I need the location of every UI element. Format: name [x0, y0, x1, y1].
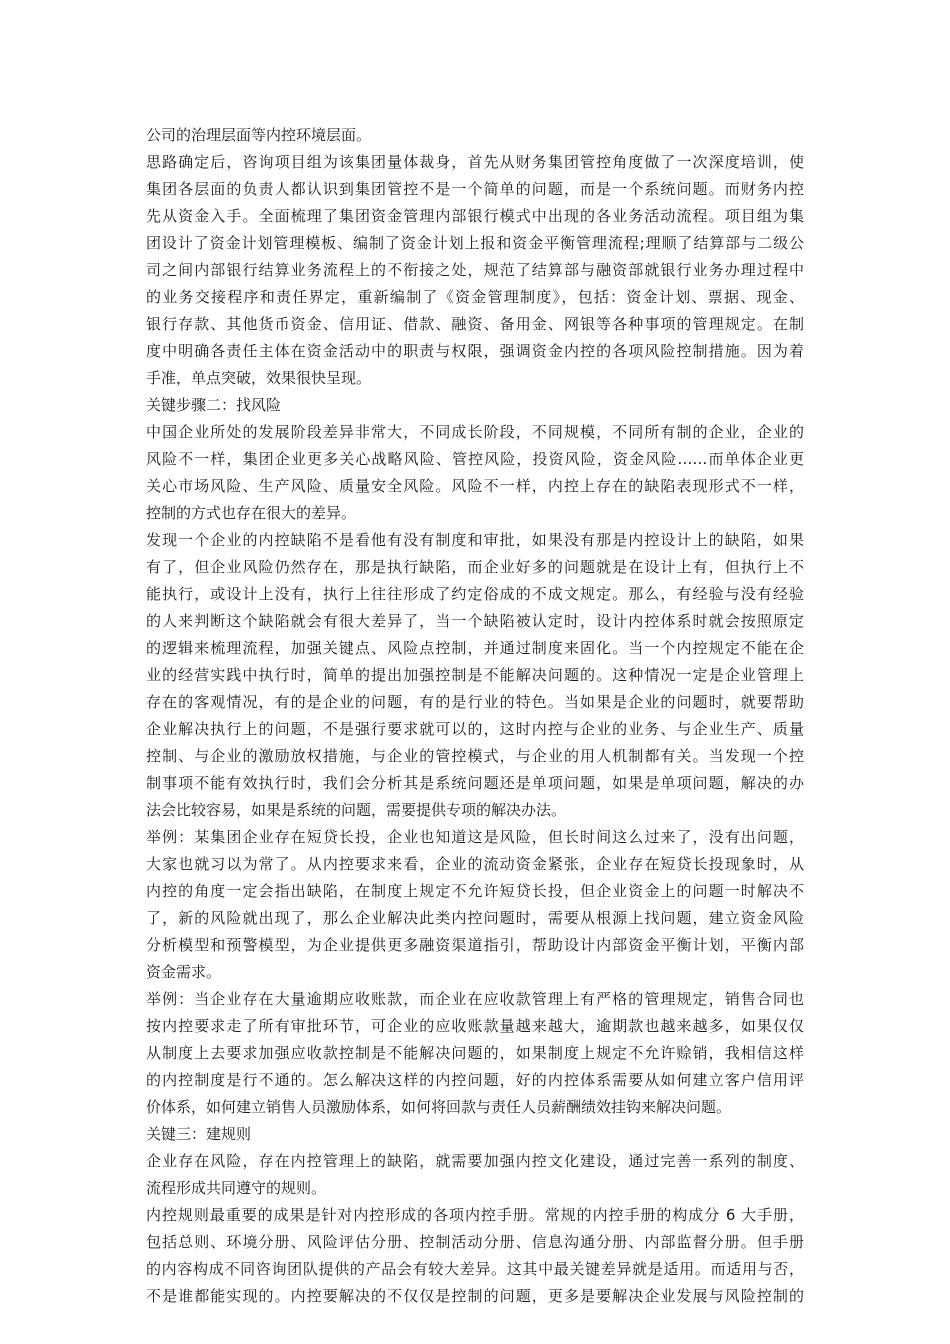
- text-line: 度中明确各责任主体在资金活动中的职责与权限，强调资金内控的各项风险控制措施。因为着: [146, 342, 804, 360]
- text-line: 举例：当企业存在大量逾期应收账款，而企业在应收款管理上有严格的管理规定，销售合同也: [146, 990, 804, 1008]
- text-line: 公司的治理层面等内控环境层面。: [146, 126, 372, 144]
- text-line: 的逻辑来梳理流程，加强关键点、风险点控制，并通过制度来固化。当一个内控规定不能在企: [146, 639, 804, 657]
- text-line: 能执行，或设计上没有，执行上往往形成了约定俗成的不成文规定。那么，有经验与没有经验: [146, 585, 804, 603]
- text-line: 从制度上去要求加强应收款控制是不能解决问题的，如果制度上规定不允许赊销，我相信这样: [146, 1044, 804, 1062]
- text-line: 手准，单点突破，效果很快呈现。: [146, 369, 372, 387]
- text-line: 价体系，如何建立销售人员激励体系，如何将回款与责任人员薪酬绩效挂钩来解决问题。: [146, 1098, 732, 1116]
- text-line: 银行存款、其他货币资金、信用证、借款、融资、备用金、网银等各种事项的管理规定。在制: [146, 315, 804, 333]
- text-line: 关心市场风险、生产风险、质量安全风险。风险不一样，内控上存在的缺陷表现形式不一样，: [146, 477, 804, 495]
- text-line: 了，新的风险就出现了，那么企业解决此类内控问题时，需要从根源上找问题，建立资金风险: [146, 909, 804, 927]
- text-line: 团设计了资金计划管理模板、编制了资金计划上报和资金平衡管理流程;理顺了结算部与二级公: [146, 234, 804, 252]
- text-line: 分析模型和预警模型，为企业提供更多融资渠道指引，帮助设计内部资金平衡计划，平衡内部: [146, 936, 804, 954]
- text-line: 有了，但企业风险仍然存在，那是执行缺陷，而企业好多的问题就是在设计上有，但执行上不: [146, 558, 804, 576]
- text-line: 存在的客观情况，有的是企业的问题，有的是行业的特色。当如果是企业的问题时，就要帮助: [146, 693, 804, 711]
- text-line: 法会比较容易，如果是系统的问题，需要提供专项的解决办法。: [146, 801, 567, 819]
- text-line: 包括总则、环境分册、风险评估分册、控制活动分册、信息沟通分册、内部监督分册。但手册: [146, 1233, 804, 1251]
- text-line: 不是谁都能实现的。内控要解决的不仅仅是控制的问题，更多是要解决企业发展与风险控制的: [146, 1287, 804, 1305]
- text-line: 的内控制度是行不通的。怎么解决这样的内控问题，好的内控体系需要从如何建立客户信用评: [146, 1071, 804, 1089]
- text-line: 中国企业所处的发展阶段差异非常大，不同成长阶段，不同规模，不同所有制的企业，企业的: [146, 423, 804, 441]
- text-line: 风险不一样，集团企业更多关心战略风险、管控风险，投资风险，资金风险……而单体企业更: [146, 450, 804, 468]
- text-line: 关键步骤二：找风险: [146, 396, 282, 414]
- text-line: 业的经营实践中执行时，简单的提出加强控制是不能解决问题的。这种情况一定是企业管理上: [146, 666, 804, 684]
- text-line: 控制、与企业的激励放权措施，与企业的管控模式，与企业的用人机制都有关。当发现一个控: [146, 747, 804, 765]
- text-line: 的内容构成不同咨询团队提供的产品会有较大差异。这其中最关键差异就是适用。而适用与否，: [146, 1260, 804, 1278]
- text-line: 企业存在风险，存在内控管理上的缺陷，就需要加强内控文化建设，通过完善一系列的制度、: [146, 1152, 804, 1170]
- document-body: [146, 122, 804, 1310]
- text-line: 集团各层面的负责人都认识到集团管控不是一个简单的问题，而是一个系统问题。而财务内控: [146, 180, 804, 198]
- text-line: 内控的角度一定会指出缺陷，在制度上规定不允许短贷长投，但企业资金上的问题一时解决不: [146, 882, 804, 900]
- text-line: 资金需求。: [146, 963, 222, 981]
- text-line: 思路确定后，咨询项目组为该集团量体裁身，首先从财务集团管控角度做了一次深度培训，使: [146, 153, 804, 171]
- text-line: 司之间内部银行结算业务流程上的不衔接之处，规范了结算部与融资部就银行业务办理过程中: [146, 261, 804, 279]
- text-line: 控制的方式也存在很大的差异。: [146, 504, 357, 522]
- text-line: 内控规则最重要的成果是针对内控形成的各项内控手册。常规的内控手册的构成分 6 大手册，: [146, 1206, 804, 1224]
- text-line: 发现一个企业的内控缺陷不是看他有没有制度和审批，如果没有那是内控设计上的缺陷，如果: [146, 531, 804, 549]
- text-line: 大家也就习以为常了。从内控要求来看，企业的流动资金紧张，企业存在短贷长投现象时，从: [146, 855, 804, 873]
- text-line: 的人来判断这个缺陷就会有很大差异了，当一个缺陷被认定时，设计内控体系时就会按照原定: [146, 612, 804, 630]
- text-line: 制事项不能有效执行时，我们会分析其是系统问题还是单项问题，如果是单项问题，解决的办: [146, 774, 804, 792]
- text-line: 举例：某集团企业存在短贷长投，企业也知道这是风险，但长时间这么过来了，没有出问题，: [146, 828, 804, 846]
- text-line: 先从资金入手。全面梳理了集团资金管理内部银行模式中出现的各业务活动流程。项目组为集: [146, 207, 804, 225]
- text-line: 企业解决执行上的问题，不是强行要求就可以的，这时内控与企业的业务、与企业生产、质量: [146, 720, 804, 738]
- text-line: 按内控要求走了所有审批环节，可企业的应收账款量越来越大，逾期款也越来越多，如果仅仅: [146, 1017, 804, 1035]
- text-line: 流程形成共同遵守的规则。: [146, 1179, 327, 1197]
- text-line: 关键三：建规则: [146, 1125, 252, 1143]
- text-line: 的业务交接程序和责任界定，重新编制了《资金管理制度》，包括：资金计划、票据、现金、: [146, 288, 804, 306]
